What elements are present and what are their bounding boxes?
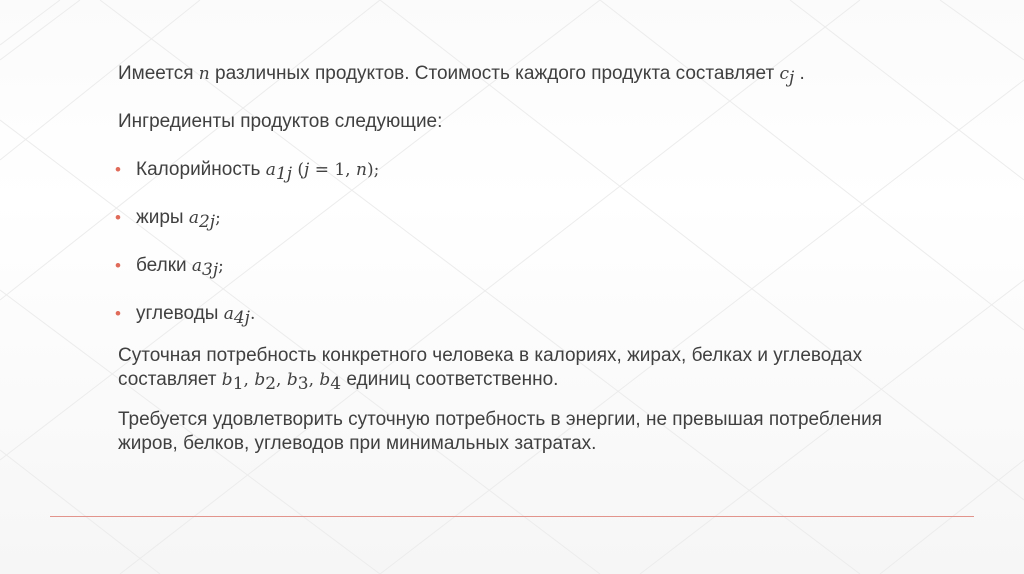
- ingredients-heading: [118, 110, 908, 134]
- var-j: j: [304, 160, 310, 180]
- bullet-icon: •: [115, 160, 121, 179]
- separator: ,: [243, 370, 255, 390]
- daily-need-text-end: единиц соответственно.: [341, 369, 559, 390]
- bullet-label: жиры: [136, 207, 189, 228]
- var-b-subscript: 3: [297, 374, 309, 394]
- bullet-calories: [115, 158, 908, 184]
- separator: ,: [276, 370, 287, 390]
- var-a: a: [223, 304, 234, 324]
- var-a: a: [188, 208, 199, 228]
- intro-text-end: .: [794, 63, 805, 84]
- var-b: b: [286, 370, 298, 390]
- formula-equals: = 1,: [309, 160, 356, 180]
- var-b: b: [254, 370, 266, 390]
- separator: ,: [308, 370, 320, 390]
- bullet-carbs: [115, 302, 908, 328]
- bullet-icon: •: [115, 208, 121, 227]
- var-a-subscript: 1j: [275, 164, 292, 184]
- intro-text-2: различных продуктов. Стоимость каждого продукта составляет: [209, 63, 780, 84]
- intro-text: Имеется: [118, 63, 199, 84]
- formula-open: (: [291, 160, 305, 180]
- formula-end: .: [249, 304, 256, 324]
- formula-end: ;: [218, 256, 224, 276]
- var-b-subscript: 4: [330, 374, 342, 394]
- slide-content: [115, 62, 908, 456]
- intro-line: [118, 62, 908, 86]
- var-b-subscript: 1: [232, 374, 244, 394]
- var-a-subscript: 3j: [202, 260, 219, 280]
- var-a: a: [265, 160, 276, 180]
- var-b: b: [221, 370, 233, 390]
- var-n: n: [198, 64, 210, 84]
- bullet-icon: •: [115, 256, 121, 275]
- bullet-icon: •: [115, 304, 121, 323]
- var-n: n: [355, 160, 367, 180]
- var-c: c: [779, 64, 789, 84]
- requirement-paragraph: [118, 408, 908, 456]
- var-a-subscript: 4j: [233, 308, 250, 328]
- var-c-subscript: j: [788, 68, 795, 88]
- var-b: b: [319, 370, 331, 390]
- var-a: a: [191, 256, 203, 276]
- bullet-proteins: [115, 254, 908, 280]
- ingredients-heading-text: Ингредиенты продуктов следующие:: [118, 111, 443, 132]
- footer-divider: [50, 516, 974, 517]
- bullet-label: углеводы: [136, 303, 224, 324]
- formula-close: );: [366, 160, 380, 180]
- var-a-subscript: 2j: [198, 212, 216, 232]
- daily-need-paragraph: [118, 344, 908, 392]
- var-b-subscript: 2: [265, 374, 277, 394]
- requirement-text: Требуется удовлетворить суточную потребность в энергии, не превышая потребления жиров, белков, углеводов при минимальных затратах.: [118, 409, 882, 454]
- bullet-label: белки: [136, 255, 192, 276]
- bullet-label: Калорийность: [136, 159, 266, 180]
- formula-end: ;: [215, 208, 221, 228]
- bullet-fats: [115, 206, 908, 232]
- daily-need-text: Суточная потребность конкретного человека в калориях, жирах, белках и углеводах составляет: [118, 345, 863, 390]
